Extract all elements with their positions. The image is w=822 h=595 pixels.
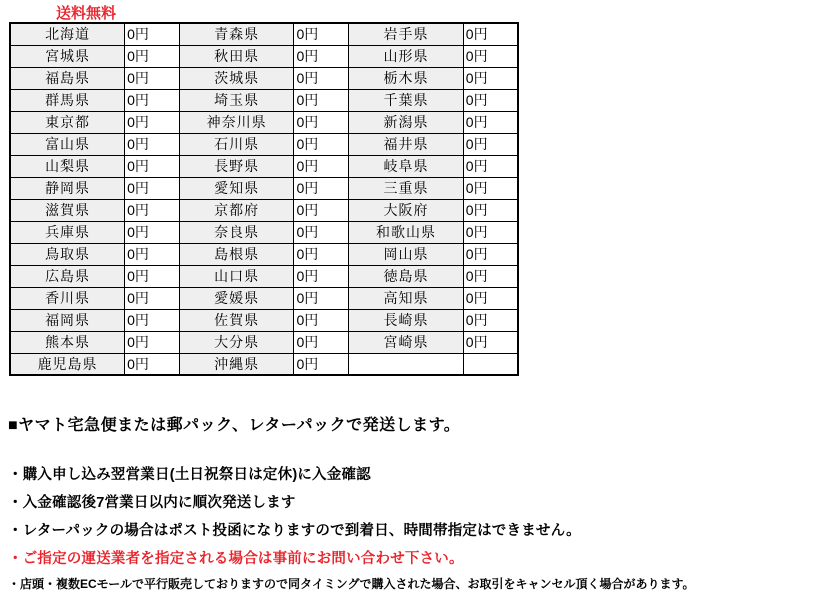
prefecture-cell: 島根県	[179, 243, 294, 265]
fee-cell: 0円	[125, 45, 180, 67]
fee-cell: 0円	[294, 111, 349, 133]
prefecture-cell: 秋田県	[179, 45, 294, 67]
fee-cell: 0円	[463, 67, 518, 89]
empty-cell	[463, 353, 518, 375]
fee-cell: 0円	[125, 89, 180, 111]
free-shipping-banner: 送料無料	[56, 5, 117, 22]
table-row	[10, 265, 518, 287]
fee-cell: 0円	[125, 155, 180, 177]
table-row	[10, 133, 518, 155]
prefecture-cell: 岐阜県	[349, 155, 464, 177]
prefecture-cell: 三重県	[349, 177, 464, 199]
fee-cell: 0円	[463, 199, 518, 221]
table-row	[10, 199, 518, 221]
fee-cell: 0円	[294, 133, 349, 155]
fee-cell: 0円	[125, 287, 180, 309]
prefecture-cell: 山梨県	[10, 155, 125, 177]
note-line-3: ・レターパックの場合はポスト投函になりますので到着日、時間帯指定はできません。	[8, 523, 581, 539]
table-row	[10, 111, 518, 133]
note-line-2: ・入金確認後7営業日以内に順次発送します	[8, 495, 296, 511]
table-row	[10, 243, 518, 265]
prefecture-cell: 沖縄県	[179, 353, 294, 375]
fee-cell: 0円	[463, 265, 518, 287]
fee-cell: 0円	[125, 67, 180, 89]
prefecture-cell: 愛知県	[179, 177, 294, 199]
prefecture-cell: 高知県	[349, 287, 464, 309]
fee-cell: 0円	[125, 309, 180, 331]
prefecture-cell: 茨城県	[179, 67, 294, 89]
prefecture-cell: 群馬県	[10, 89, 125, 111]
prefecture-cell: 北海道	[10, 23, 125, 45]
prefecture-cell: 熊本県	[10, 331, 125, 353]
fee-cell: 0円	[463, 221, 518, 243]
table-row	[10, 331, 518, 353]
fee-cell: 0円	[294, 177, 349, 199]
prefecture-cell: 徳島県	[349, 265, 464, 287]
fee-cell: 0円	[463, 309, 518, 331]
fee-cell: 0円	[294, 23, 349, 45]
note-line-1: ・購入申し込み翌営業日(土日祝祭日は定休)に入金確認	[8, 467, 371, 483]
table-row	[10, 23, 518, 45]
fee-cell: 0円	[125, 133, 180, 155]
fee-cell: 0円	[125, 353, 180, 375]
table-row	[10, 67, 518, 89]
fee-cell: 0円	[294, 45, 349, 67]
prefecture-cell: 岩手県	[349, 23, 464, 45]
fee-cell: 0円	[294, 67, 349, 89]
fee-cell: 0円	[125, 221, 180, 243]
prefecture-cell: 富山県	[10, 133, 125, 155]
prefecture-cell: 栃木県	[349, 67, 464, 89]
prefecture-cell: 山形県	[349, 45, 464, 67]
prefecture-cell: 宮崎県	[349, 331, 464, 353]
table-row	[10, 309, 518, 331]
prefecture-cell: 香川県	[10, 287, 125, 309]
table-row	[10, 353, 518, 375]
prefecture-cell: 福岡県	[10, 309, 125, 331]
prefecture-cell: 滋賀県	[10, 199, 125, 221]
fee-cell: 0円	[125, 23, 180, 45]
fee-cell: 0円	[294, 309, 349, 331]
prefecture-cell: 山口県	[179, 265, 294, 287]
prefecture-cell: 広島県	[10, 265, 125, 287]
fee-cell: 0円	[125, 243, 180, 265]
prefecture-cell: 青森県	[179, 23, 294, 45]
prefecture-cell: 新潟県	[349, 111, 464, 133]
fee-cell: 0円	[463, 155, 518, 177]
fee-cell: 0円	[294, 353, 349, 375]
prefecture-cell: 静岡県	[10, 177, 125, 199]
fee-cell: 0円	[463, 89, 518, 111]
prefecture-cell: 神奈川県	[179, 111, 294, 133]
prefecture-cell: 長野県	[179, 155, 294, 177]
prefecture-cell: 大分県	[179, 331, 294, 353]
prefecture-cell: 鹿児島県	[10, 353, 125, 375]
prefecture-cell: 大阪府	[349, 199, 464, 221]
fee-cell: 0円	[463, 177, 518, 199]
table-row	[10, 221, 518, 243]
fee-cell: 0円	[463, 111, 518, 133]
fee-cell: 0円	[294, 221, 349, 243]
table-row	[10, 177, 518, 199]
fee-cell: 0円	[294, 89, 349, 111]
prefecture-cell: 福井県	[349, 133, 464, 155]
notes-heading: ■ヤマト宅急便または郵パック、レターパックで発送します。	[8, 417, 461, 434]
shipping-fee-table-body	[10, 23, 518, 375]
table-row	[10, 287, 518, 309]
fee-cell: 0円	[125, 199, 180, 221]
fee-cell: 0円	[125, 111, 180, 133]
note-footnote: ・店頭・複数ECモールで平行販売しておりますので同タイミングで購入された場合、お取引をキャンセル頂く場合があります。	[8, 577, 695, 591]
empty-cell	[349, 353, 464, 375]
fee-cell: 0円	[463, 287, 518, 309]
shipping-fee-table	[9, 22, 519, 376]
prefecture-cell: 福島県	[10, 67, 125, 89]
fee-cell: 0円	[463, 243, 518, 265]
prefecture-cell: 兵庫県	[10, 221, 125, 243]
fee-cell: 0円	[125, 331, 180, 353]
prefecture-cell: 埼玉県	[179, 89, 294, 111]
fee-cell: 0円	[294, 287, 349, 309]
prefecture-cell: 東京都	[10, 111, 125, 133]
prefecture-cell: 京都府	[179, 199, 294, 221]
fee-cell: 0円	[463, 45, 518, 67]
fee-cell: 0円	[463, 133, 518, 155]
prefecture-cell: 千葉県	[349, 89, 464, 111]
fee-cell: 0円	[125, 265, 180, 287]
prefecture-cell: 奈良県	[179, 221, 294, 243]
fee-cell: 0円	[294, 265, 349, 287]
fee-cell: 0円	[125, 177, 180, 199]
shipping-notes	[8, 412, 814, 592]
note-line-4: ・ご指定の運送業者を指定される場合は事前にお問い合わせ下さい。	[8, 551, 464, 567]
prefecture-cell: 長崎県	[349, 309, 464, 331]
fee-cell: 0円	[294, 199, 349, 221]
fee-cell: 0円	[294, 331, 349, 353]
fee-cell: 0円	[294, 155, 349, 177]
prefecture-cell: 鳥取県	[10, 243, 125, 265]
prefecture-cell: 岡山県	[349, 243, 464, 265]
fee-cell: 0円	[463, 331, 518, 353]
prefecture-cell: 宮城県	[10, 45, 125, 67]
prefecture-cell: 石川県	[179, 133, 294, 155]
prefecture-cell: 佐賀県	[179, 309, 294, 331]
prefecture-cell: 和歌山県	[349, 221, 464, 243]
prefecture-cell: 愛媛県	[179, 287, 294, 309]
table-row	[10, 45, 518, 67]
table-row	[10, 89, 518, 111]
table-row	[10, 155, 518, 177]
fee-cell: 0円	[294, 243, 349, 265]
fee-cell: 0円	[463, 23, 518, 45]
